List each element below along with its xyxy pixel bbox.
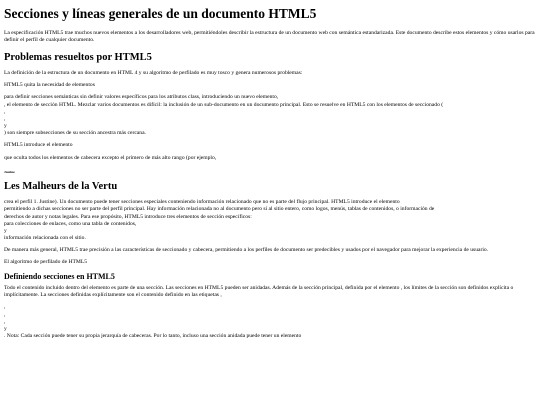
aside-line-6: información relacionada con el sitio. [4,235,86,242]
sectioning-line-6: ) son siempre subsecciones de su sección ancestra más cercana. [4,130,146,137]
aside-line-1: crea el perfil 1. Justine). Un documento puede tener secciones especiales conteniendo información relacionado que no es parte del flujo principal. HTML5 introduce el elemento [4,199,400,206]
sectioning-line-3: , [4,108,6,115]
hides-headings-paragraph: que oculta todos los elementos de cabecera excepto el primero de más alto rango (por ejemplo, [4,154,217,161]
sectioning-line-1: para definir secciones semánticas sin definir valores específicos para los atributos class, introduciendo un nuevo elemento, [4,94,279,101]
defining-line-3: , [4,318,6,325]
aside-line-3: derechos de autor y notas legales. Para ese propósito, HTML5 introduce tres elementos de sección específicos: [4,213,252,220]
section-heading-defining: Definiendo secciones en HTML5 [4,271,115,281]
html5-removes-paragraph: HTML5 quita la necesidad de elementos [4,82,95,89]
aside-line-2: permitiendo a dichas secciones no ser parte del perfil principal. Hay información relacionada no al documento pero sí al sitio entero, como logos, menús, tablas de contenidos, o información de [4,206,435,213]
intro-paragraph: La especificación HTML5 trae muchos nuevos elementos a los desarrolladores web, permitiéndoles describir la estructura de un documento web con semántica estandarizada. Este documento describe estos elementos y cómo usarlos para definir el perfil de cualquier documento. [4,30,535,44]
page-title: Secciones y líneas generales de un documento HTML5 [4,6,317,21]
sectioning-line-5: y [4,123,7,130]
sectioning-paragraph [4,94,536,137]
precision-paragraph: De manera más general, HTML5 trae precisión a las características de seccionado y cabecera, permitiendo a los perfiles de documento ser predecibles y usados por el navegador para mejorar la experiencia de usuario. [4,247,489,254]
defining-line-5: . Nota: Cada sección puede tener su propia jerarquía de cabeceras. Por lo tanto, incluso una sección anidada puede tener un elemento [4,333,302,340]
defining-line-2: , [4,311,6,318]
sectioning-line-2: , el elemento de sección HTML. Mezclar varios documentos es difícil: la inclusión de un sub-documento en un documento principal. Esto se resuelve en HTML5 con los elementos de seccionado ( [4,101,444,108]
problems-paragraph: La definición de la estructura de un documento en HTML 4 y su algoritmo de perfilado es muy tosco y genera numerosos problemas: [4,70,303,77]
section-heading-problems: Problemas resueltos por HTML5 [4,51,152,63]
defining-line-4: y [4,325,7,332]
defining-list-paragraph [4,304,536,340]
hgroup-paragraph: HTML5 introduce el elemento [4,142,73,149]
defining-line-1: , [4,304,6,311]
aside-line-4: para colecciones de enlaces, como una tabla de contenidos, [4,220,137,227]
tiny-heading-justine: Justine [4,169,15,174]
sectioning-line-4: , [4,115,6,122]
aside-paragraph [4,199,536,242]
aside-line-5: y [4,227,7,234]
defining-paragraph: Todo el contenido incluido dentro del elemento es parte de una sección. Las secciones en HTML5 pueden ser anidadas. Además de la sección principal, definida por el elemento , los límites de la sección son definidos explícita o implícitamente. La secciones definidas explícitamente son el contenido definido en las etiquetas , [4,285,514,299]
algorithm-paragraph: El algoritmo de perfilado de HTML5 [4,259,88,266]
section-heading-malheurs: Les Malheurs de la Vertu [4,180,118,192]
